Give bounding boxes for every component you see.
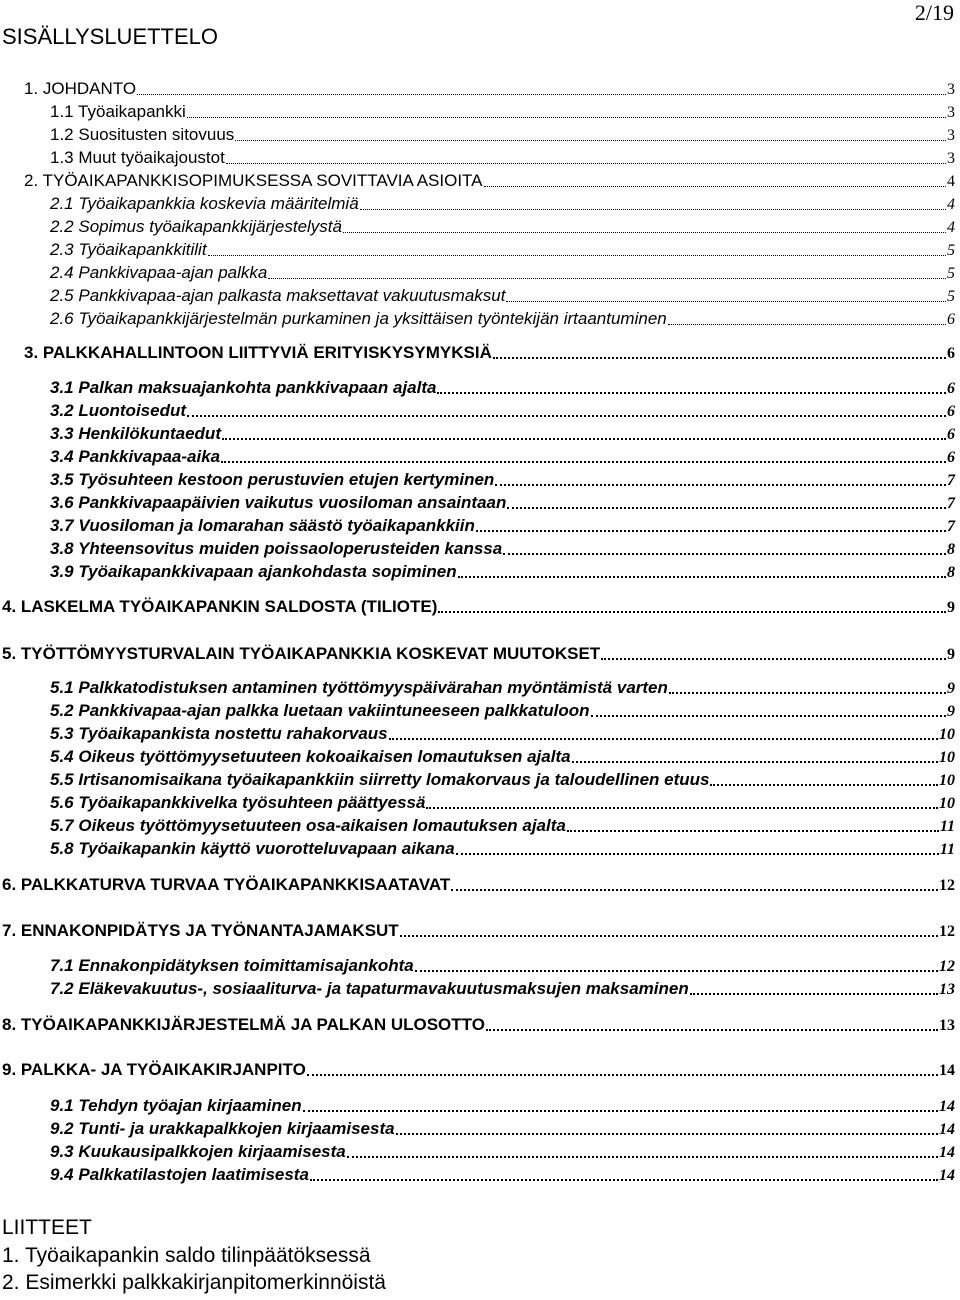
dot-leader: [396, 1130, 938, 1135]
toc-entry-title: 2.3 Työaikapankkitilit: [50, 240, 207, 259]
appendix-item: 2. Esimerkki palkkakirjanpitomerkinnöistä: [2, 1271, 386, 1294]
toc-entry-page-number: 12: [939, 923, 955, 940]
dot-leader: [438, 608, 946, 613]
toc-entry-title: 3.8 Yhteensovitus muiden poissaoloperusteiden kanssa: [50, 539, 503, 558]
toc-entry-page-number: 11: [939, 841, 955, 858]
dot-leader: [389, 735, 938, 740]
dot-leader: [226, 160, 946, 164]
dot-leader: [456, 850, 939, 855]
dot-leader: [495, 481, 946, 486]
dot-leader: [567, 827, 939, 832]
toc-entry[interactable]: [50, 1141, 955, 1163]
toc-entry[interactable]: [50, 700, 955, 722]
toc-entry[interactable]: [50, 216, 955, 238]
toc-entry[interactable]: [2, 1014, 955, 1036]
toc-entry-page-number: 10: [939, 772, 955, 789]
toc-entry[interactable]: [50, 538, 955, 560]
dot-leader: [572, 758, 938, 763]
toc-entry[interactable]: [50, 446, 955, 468]
toc-entry[interactable]: [50, 769, 955, 791]
toc-entry-page-number: 11: [939, 818, 955, 835]
toc-entry[interactable]: [50, 308, 955, 330]
dot-leader: [493, 354, 946, 359]
dot-leader: [601, 655, 946, 660]
dot-leader: [668, 321, 946, 325]
toc-entry-title: 5. TYÖTTÖMYYSTURVALAIN TYÖAIKAPANKKIA KOSKEVAT MUUTOKSET: [2, 644, 601, 663]
toc-entry-page-number: 9: [947, 646, 955, 663]
dot-leader: [710, 781, 938, 786]
toc-entry-page-number: 5: [947, 265, 955, 282]
toc-entry-page-number: 6: [947, 345, 955, 362]
dot-leader: [187, 114, 946, 118]
toc-entry-title: 3.1 Palkan maksuajankohta pankkivapaan ajalta: [50, 378, 437, 397]
toc-entry-title: 5.4 Oikeus työttömyysetuuteen kokoaikaisen lomautuksen ajalta: [50, 747, 571, 766]
toc-entry[interactable]: [50, 1095, 955, 1117]
toc-entry-title: 5.5 Irtisanomisaikana työaikapankkiin siirretty lomakorvaus ja taloudellinen etuus: [50, 770, 710, 789]
toc-entry[interactable]: [50, 561, 955, 583]
toc-entry-page-number: 8: [947, 541, 955, 558]
toc-entry-page-number: 5: [947, 242, 955, 259]
toc-entry-title: 5.3 Työaikapankista nostettu rahakorvaus: [50, 724, 388, 743]
dot-leader: [222, 435, 946, 440]
toc-entry-page-number: 4: [947, 173, 955, 190]
toc-entry[interactable]: [2, 596, 955, 618]
toc-entry[interactable]: [50, 423, 955, 445]
dot-leader: [137, 91, 946, 95]
toc-entry-page-number: 13: [939, 1017, 955, 1034]
dot-leader: [310, 1176, 938, 1181]
toc-entry-title: 5.8 Työaikapankin käyttö vuorotteluvapaan aikana: [50, 839, 455, 858]
toc-entry-page-number: 14: [939, 1121, 955, 1138]
dot-leader: [187, 412, 946, 417]
toc-entry-title: 1.1 Työaikapankki: [50, 102, 186, 121]
toc-entry[interactable]: [24, 342, 955, 364]
toc-entry-page-number: 12: [939, 877, 955, 894]
toc-entry-title: 5.6 Työaikapankkivelka työsuhteen päättyessä: [50, 793, 426, 812]
toc-entry-title: 5.2 Pankkivapaa-ajan palkka luetaan vakiintuneeseen palkkatuloon: [50, 701, 590, 720]
toc-entry-page-number: 9: [947, 599, 955, 616]
toc-entry[interactable]: [50, 792, 955, 814]
toc-entry-page-number: 14: [939, 1167, 955, 1184]
toc-entry-page-number: 4: [947, 196, 955, 213]
toc-entry-page-number: 6: [947, 380, 955, 397]
toc-entry-title: 9.4 Palkkatilastojen laatimisesta: [50, 1165, 309, 1184]
toc-entry-page-number: 3: [947, 104, 955, 121]
dot-leader: [458, 573, 946, 578]
toc-entry-title: 2.4 Pankkivapaa-ajan palkka: [50, 263, 268, 282]
toc-entry-title: 3.5 Työsuhteen kestoon perustuvien etujen kertyminen: [50, 470, 495, 489]
dot-leader: [484, 183, 946, 187]
toc-entry-page-number: 9: [947, 703, 955, 720]
toc-entry-title: 2.1 Työaikapankkia koskevia määritelmiä: [50, 194, 359, 213]
dot-leader: [343, 229, 946, 233]
toc-entry-page-number: 5: [947, 288, 955, 305]
dot-leader: [426, 804, 938, 809]
toc-entry-page-number: 6: [947, 426, 955, 443]
toc-entry[interactable]: [50, 978, 955, 1000]
toc-entry[interactable]: [50, 492, 955, 514]
toc-entry-title: 3.2 Luontoisedut: [50, 401, 186, 420]
toc-entry-page-number: 8: [947, 564, 955, 581]
toc-entry-title: 9. PALKKA- JA TYÖAIKAKIRJANPITO: [2, 1060, 306, 1079]
dot-leader: [307, 1071, 938, 1076]
toc-entry-title: 5.1 Palkkatodistuksen antaminen työttömyyspäivärahan myöntämistä varten: [50, 678, 668, 697]
toc-entry-page-number: 3: [947, 127, 955, 144]
toc-entry[interactable]: [50, 400, 955, 422]
toc-entry[interactable]: [50, 239, 955, 261]
page-number: 2/19: [914, 0, 954, 25]
toc-entry-title: 8. TYÖAIKAPANKKIJÄRJESTELMÄ JA PALKAN ULOSOTTO: [2, 1015, 485, 1034]
toc-entry[interactable]: [50, 746, 955, 768]
dot-leader: [669, 689, 946, 694]
toc-entry-page-number: 7: [947, 495, 955, 512]
dot-leader: [268, 275, 946, 279]
toc-entry-page-number: 13: [939, 981, 955, 998]
toc-entry[interactable]: [2, 874, 955, 896]
dot-leader: [415, 967, 938, 972]
toc-entry-title: 3. PALKKAHALLINTOON LIITTYVIÄ ERITYISKYSYMYKSIÄ: [24, 343, 492, 362]
toc-entry-title: 4. LASKELMA TYÖAIKAPANKIN SALDOSTA (TILIOTE): [2, 597, 438, 616]
dot-leader: [591, 712, 946, 717]
dot-leader: [347, 1153, 938, 1158]
dot-leader: [235, 137, 946, 141]
toc-entry-title: 6. PALKKATURVA TURVAA TYÖAIKAPANKKISAATAVAT: [2, 875, 451, 894]
toc-entry[interactable]: [50, 262, 955, 284]
dot-leader: [486, 1026, 938, 1031]
dot-leader: [690, 990, 938, 995]
toc-entry-title: 9.2 Tunti- ja urakkapalkkojen kirjaamisesta: [50, 1119, 395, 1138]
toc-entry[interactable]: [50, 1118, 955, 1140]
appendices-heading: LIITTEET: [2, 1216, 92, 1239]
toc-entry[interactable]: [2, 643, 955, 665]
dot-leader: [303, 1107, 938, 1112]
toc-entry-page-number: 12: [939, 958, 955, 975]
toc-entry-page-number: 4: [947, 219, 955, 236]
toc-entry[interactable]: [24, 170, 955, 192]
toc-entry-page-number: 10: [939, 749, 955, 766]
toc-entry[interactable]: [50, 815, 955, 837]
dot-leader: [451, 886, 938, 891]
toc-entry-title: 5.7 Oikeus työttömyysetuuteen osa-aikaisen lomautuksen ajalta: [50, 816, 566, 835]
toc-entry-page-number: 14: [939, 1098, 955, 1115]
toc-entry-title: 1.3 Muut työaikajoustot: [50, 148, 225, 167]
toc-entry-title: 2.2 Sopimus työaikapankkijärjestelystä: [50, 217, 342, 236]
dot-leader: [506, 298, 946, 302]
toc-entry[interactable]: [50, 193, 955, 215]
toc-entry-page-number: 10: [939, 795, 955, 812]
toc-entry[interactable]: [2, 1059, 955, 1081]
toc-entry-page-number: 6: [947, 449, 955, 466]
toc-entry[interactable]: [50, 677, 955, 699]
toc-entry[interactable]: [50, 469, 955, 491]
toc-entry[interactable]: [50, 101, 955, 123]
toc-entry-page-number: 14: [939, 1062, 955, 1079]
toc-entry-title: 3.3 Henkilökuntaedut: [50, 424, 221, 443]
toc-entry-page-number: 10: [939, 726, 955, 743]
toc-entry[interactable]: [50, 955, 955, 977]
toc-entry[interactable]: [2, 920, 955, 942]
dot-leader: [507, 504, 946, 509]
dot-leader: [437, 389, 946, 394]
toc-entry-page-number: 7: [947, 472, 955, 489]
toc-entry[interactable]: [50, 515, 955, 537]
toc-entry-page-number: 3: [947, 150, 955, 167]
toc-entry-page-number: 9: [947, 680, 955, 697]
toc-entry[interactable]: [24, 78, 955, 100]
toc-entry-page-number: 14: [939, 1144, 955, 1161]
toc-entry-title: 3.6 Pankkivapaapäivien vaikutus vuosiloman ansaintaan: [50, 493, 507, 512]
toc-entry-title: 9.1 Tehdyn työajan kirjaaminen: [50, 1096, 302, 1115]
toc-entry-title: 2.6 Työaikapankkijärjestelmän purkaminen ja yksittäisen työntekijän irtaantuminen: [50, 309, 667, 328]
toc-entry-title: 7.1 Ennakonpidätyksen toimittamisajankohta: [50, 956, 414, 975]
toc-entry[interactable]: [50, 1164, 955, 1186]
toc-entry-title: 3.7 Vuosiloman ja lomarahan säästö työaikapankkiin: [50, 516, 475, 535]
toc-entry[interactable]: [50, 285, 955, 307]
toc-entry[interactable]: [50, 723, 955, 745]
appendix-item: 1. Työaikapankin saldo tilinpäätöksessä: [2, 1244, 371, 1267]
toc-entry[interactable]: [50, 147, 955, 169]
dot-leader: [476, 527, 946, 532]
toc-entry-title: 1. JOHDANTO: [24, 79, 137, 98]
toc-entry[interactable]: [50, 124, 955, 146]
dot-leader: [221, 458, 946, 463]
toc-entry-page-number: 3: [947, 81, 955, 98]
toc-entry-title: 9.3 Kuukausipalkkojen kirjaamisesta: [50, 1142, 346, 1161]
toc-entry-title: 3.9 Työaikapankkivapaan ajankohdasta sopiminen: [50, 562, 457, 581]
toc-entry-page-number: 6: [947, 403, 955, 420]
dot-leader: [360, 206, 946, 210]
toc-entry-title: 7.2 Eläkevakuutus-, sosiaaliturva- ja tapaturmavakuutusmaksujen maksaminen: [50, 979, 689, 998]
toc-entry-page-number: 6: [947, 311, 955, 328]
toc-entry-title: 2.5 Pankkivapaa-ajan palkasta maksettavat vakuutusmaksut: [50, 286, 506, 305]
toc-entry-title: 7. ENNAKONPIDÄTYS JA TYÖNANTAJAMAKSUT: [2, 921, 399, 940]
document-title: SISÄLLYSLUETTELO: [2, 24, 219, 49]
toc-entry-page-number: 7: [947, 518, 955, 535]
dot-leader: [400, 932, 938, 937]
toc-entry-title: 1.2 Suositusten sitovuus: [50, 125, 235, 144]
toc-entry[interactable]: [50, 377, 955, 399]
dot-leader: [503, 550, 946, 555]
toc-entry-title: 2. TYÖAIKAPANKKISOPIMUKSESSA SOVITTAVIA ASIOITA: [24, 171, 483, 190]
dot-leader: [208, 252, 946, 256]
toc-entry[interactable]: [50, 838, 955, 860]
toc-entry-title: 3.4 Pankkivapaa-aika: [50, 447, 221, 466]
